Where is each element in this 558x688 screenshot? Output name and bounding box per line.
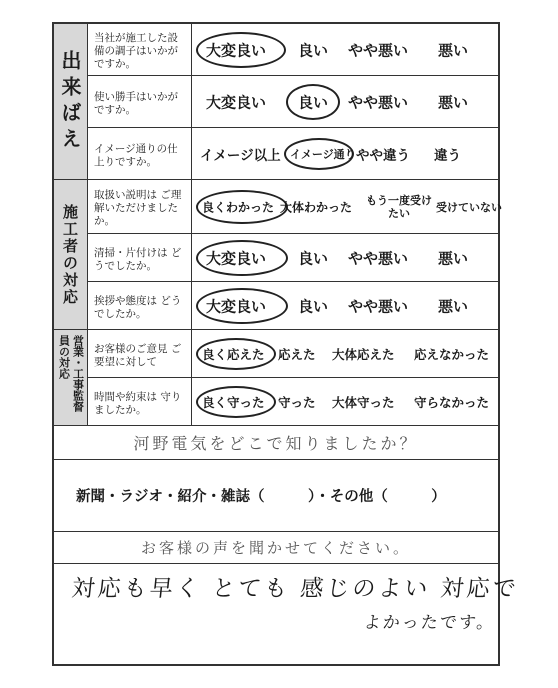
question-text: 当社が施工した設備の調子はいかがですか。	[88, 24, 192, 75]
question-row	[88, 76, 498, 128]
section-dekibae-label: 出来ばえ	[58, 49, 82, 154]
question-text: お客様のご意見 ご要望に対して	[88, 330, 192, 377]
section-eigyou-label: 営業・工事監督員の対応	[57, 334, 85, 412]
question-text: 時間や約束は 守りましたか。	[88, 378, 192, 425]
handwritten-comment-line2: よかったです。	[362, 613, 497, 633]
option-label[interactable]: 良く応えた	[202, 346, 265, 362]
option-label[interactable]: 違う	[434, 147, 461, 164]
option-label[interactable]: 大体守った	[332, 394, 395, 410]
where-options-box	[54, 460, 498, 532]
option-label[interactable]: やや悪い	[348, 249, 409, 267]
option-label[interactable]: 大変良い	[206, 41, 267, 59]
option-label[interactable]: やや悪い	[348, 297, 409, 315]
option-label[interactable]: 悪い	[438, 41, 469, 59]
option-label[interactable]: やや悪い	[348, 93, 409, 111]
option-label[interactable]: 良い	[298, 93, 329, 111]
question-row	[88, 180, 502, 234]
section-eigyou	[54, 330, 88, 426]
where-question-bar	[54, 426, 498, 460]
option-label[interactable]: 悪い	[438, 249, 469, 267]
option-label[interactable]: 受けていない	[436, 200, 502, 214]
option-label[interactable]: 良い	[298, 297, 329, 315]
option-label[interactable]: やや違う	[356, 147, 410, 164]
where-question: 河野電気をどこで知りましたか？	[133, 434, 419, 453]
question-row	[88, 378, 498, 426]
option-label[interactable]: 悪い	[438, 297, 469, 315]
voice-prompt-bar	[54, 532, 498, 564]
question-row	[88, 330, 498, 378]
question-text: 使い勝手はいかがですか。	[88, 76, 192, 127]
option-label[interactable]: 良い	[298, 41, 329, 59]
section-sekousha-label: 施工者の対応	[61, 203, 79, 306]
question-row	[88, 128, 498, 180]
question-row	[88, 234, 498, 282]
voice-prompt: お客様の声を聞かせてください。	[140, 539, 411, 557]
option-label[interactable]: イメージ通り	[290, 147, 356, 161]
option-label[interactable]: 良く守った	[202, 394, 265, 410]
option-label[interactable]: 守った	[278, 394, 316, 410]
question-text: 挨拶や態度は どうでしたか。	[88, 282, 192, 329]
option-label[interactable]: 良い	[298, 249, 329, 267]
option-label[interactable]: 大変良い	[206, 249, 267, 267]
option-label[interactable]: イメージ以上	[200, 147, 281, 164]
option-label[interactable]: 大体応えた	[332, 346, 395, 362]
section-sekousha	[54, 180, 88, 330]
option-label[interactable]: 守らなかった	[414, 394, 490, 410]
where-options[interactable]: 新聞・ラジオ・紹介・雑誌（ ）・その他（ ）	[76, 489, 446, 505]
section-dekibae	[54, 24, 88, 180]
option-label[interactable]: 応えた	[278, 346, 316, 362]
question-text: イメージ通りの仕上りですか。	[88, 128, 192, 179]
option-label[interactable]: やや悪い	[348, 41, 409, 59]
question-row	[88, 24, 498, 76]
option-label[interactable]: もう一度受けたい	[366, 193, 432, 220]
question-text: 清掃・片付けは どうでしたか。	[88, 234, 192, 281]
question-row	[88, 282, 498, 330]
question-text: 取扱い説明は ご理解いただけましたか。	[88, 180, 192, 233]
option-label[interactable]: 良くわかった	[202, 200, 275, 214]
handwritten-comment-line1: 対応も早く とても 感じのよい 対応で	[70, 576, 521, 602]
survey-sheet	[52, 22, 521, 666]
option-label[interactable]: 大変良い	[206, 93, 267, 111]
option-label[interactable]: 応えなかった	[414, 346, 490, 362]
option-label[interactable]: 悪い	[438, 93, 469, 111]
option-label[interactable]: 大変良い	[206, 297, 267, 315]
voice-comment-area[interactable]	[54, 564, 521, 664]
option-label[interactable]: 大体わかった	[280, 200, 353, 214]
